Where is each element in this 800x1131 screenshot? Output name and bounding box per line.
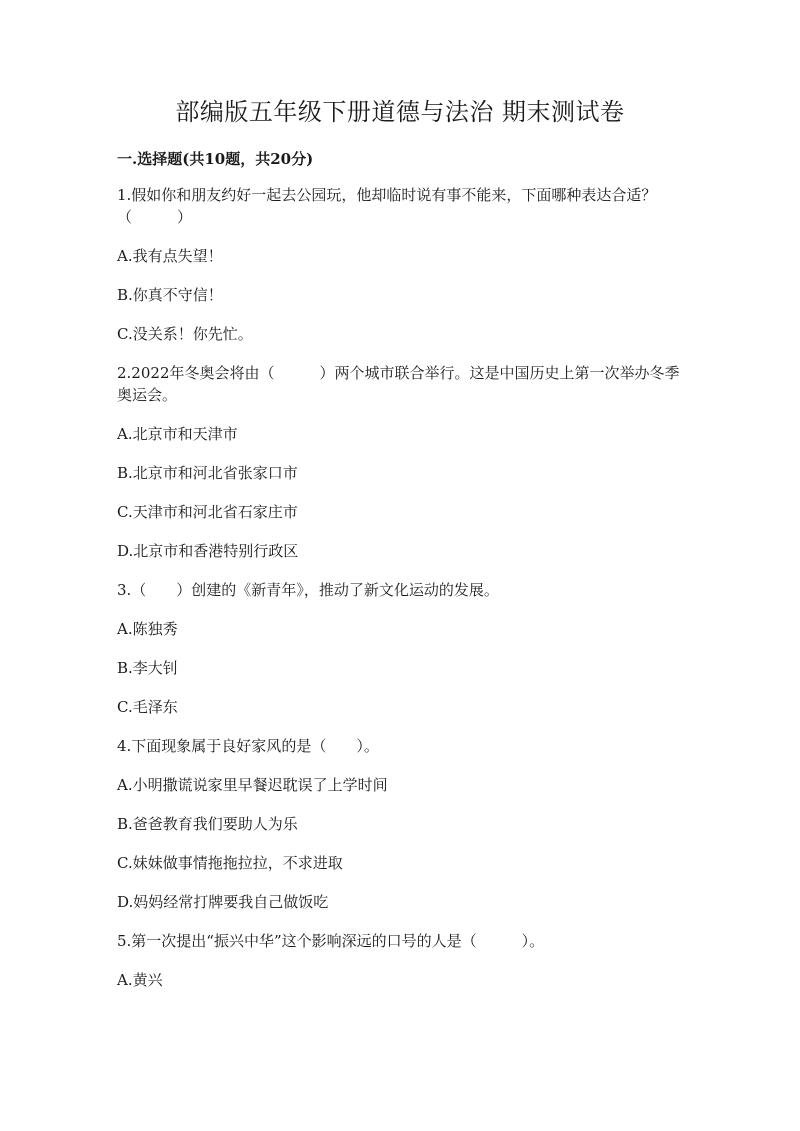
option-5a: A.黄兴 — [117, 971, 163, 989]
option-3b: B.李大钊 — [117, 659, 178, 677]
option-4c: C.妹妹做事情拖拖拉拉，不求进取 — [117, 854, 343, 872]
question-4: 4.下面现象属于良好家风的是（ ）。 — [117, 737, 379, 755]
question-list — [117, 184, 683, 1008]
option-4d: D.妈妈经常打牌要我自己做饭吃 — [117, 893, 329, 911]
option-4b: B.爸爸教育我们要助人为乐 — [117, 815, 298, 833]
section-heading: 一.选择题(共10题，共20分) — [117, 150, 314, 168]
option-3c: C.毛泽东 — [117, 698, 178, 716]
question-5: 5.第一次提出“振兴中华”这个影响深远的口号的人是（ ）。 — [117, 932, 545, 950]
page-title: 部编版五年级下册道德与法治 期末测试卷 — [175, 98, 625, 126]
option-4a: A.小明撒谎说家里早餐迟耽误了上学时间 — [117, 776, 388, 794]
question-3: 3.（ ）创建的《新青年》，推动了新文化运动的发展。 — [117, 581, 499, 599]
question-2: 2.2022年冬奥会将由（ ）两个城市联合举行。这是中国历史上第一次举办冬季奥运会。 — [117, 364, 680, 404]
option-2a: A.北京市和天津市 — [117, 425, 238, 443]
option-2d: D.北京市和香港特别行政区 — [117, 542, 299, 560]
option-1b: B.你真不守信！ — [117, 286, 223, 304]
option-1c: C.没关系！你先忙。 — [117, 325, 253, 343]
option-2b: B.北京市和河北省张家口市 — [117, 464, 298, 482]
option-1a: A.我有点失望！ — [117, 247, 223, 265]
option-2c: C.天津市和河北省石家庄市 — [117, 503, 298, 521]
question-1: 1.假如你和朋友约好一起去公园玩，他却临时说有事不能来，下面哪种表达合适？（ ） — [117, 186, 657, 226]
option-3a: A.陈独秀 — [117, 620, 178, 638]
